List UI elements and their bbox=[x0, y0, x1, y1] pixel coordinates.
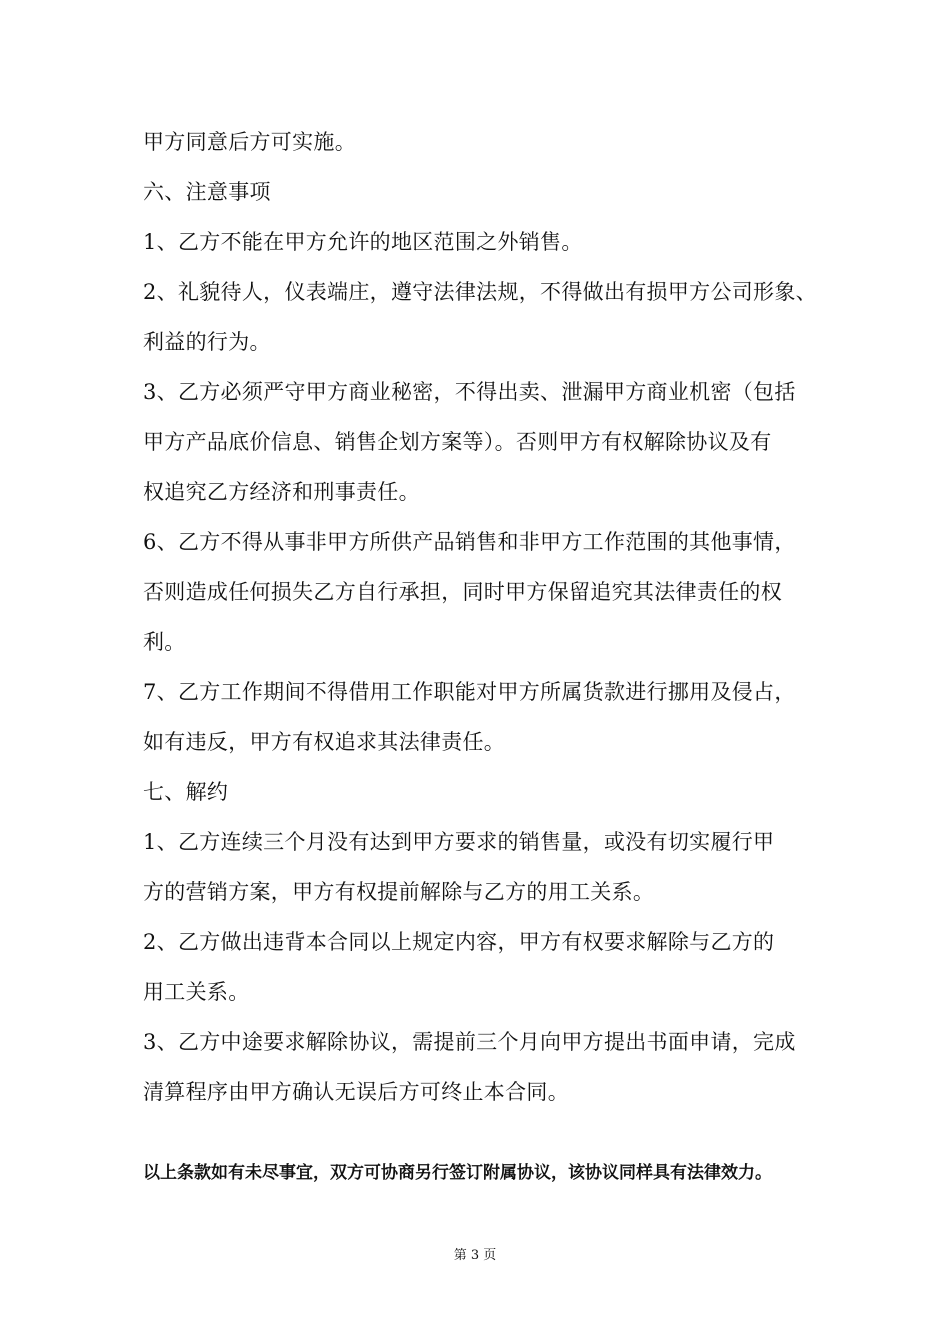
text-line: 方的营销方案，甲方有权提前解除与乙方的用工关系。 bbox=[143, 880, 655, 904]
text-line: 否则造成任何损失乙方自行承担，同时甲方保留追究其法律责任的权 bbox=[143, 580, 782, 604]
text-line: 1、乙方连续三个月没有达到甲方要求的销售量，或没有切实履行甲 bbox=[143, 830, 775, 854]
text-line: 3、乙方必须严守甲方商业秘密，不得出卖、泄漏甲方商业机密（包括 bbox=[143, 380, 796, 404]
text-line: 甲方产品底价信息、销售企划方案等）。否则甲方有权解除协议及有 bbox=[143, 430, 772, 454]
closing-statement: 以上条款如有未尽事宜，双方可协商另行签订附属协议，该协议同样具有法律效力。 bbox=[143, 1163, 772, 1183]
text-line: 1、乙方不能在甲方允许的地区范围之外销售。 bbox=[143, 230, 583, 254]
text-line: 利。 bbox=[143, 630, 186, 654]
text-line: 7、乙方工作期间不得借用工作职能对甲方所属货款进行挪用及侵占， bbox=[143, 680, 796, 704]
text-line: 甲方同意后方可实施。 bbox=[143, 130, 356, 154]
section-heading: 七、解约 bbox=[143, 780, 229, 804]
text-line: 2、乙方做出违背本合同以上规定内容，甲方有权要求解除与乙方的 bbox=[143, 930, 775, 954]
text-line: 用工关系。 bbox=[143, 980, 250, 1004]
section-heading: 六、注意事项 bbox=[143, 180, 271, 204]
page-number: 第 3 页 bbox=[453, 1248, 497, 1263]
text-line: 清算程序由甲方确认无误后方可终止本合同。 bbox=[143, 1080, 569, 1104]
text-line: 6、乙方不得从事非甲方所供产品销售和非甲方工作范围的其他事情， bbox=[143, 530, 796, 554]
text-line: 如有违反，甲方有权追求其法律责任。 bbox=[143, 730, 506, 754]
text-line: 2、礼貌待人，仪表端庄，遵守法律法规，不得做出有损甲方公司形象、 bbox=[143, 280, 817, 304]
text-line: 3、乙方中途要求解除协议，需提前三个月向甲方提出书面申请，完成 bbox=[143, 1030, 796, 1054]
text-line: 权追究乙方经济和刑事责任。 bbox=[143, 480, 420, 504]
text-line: 利益的行为。 bbox=[143, 330, 271, 354]
